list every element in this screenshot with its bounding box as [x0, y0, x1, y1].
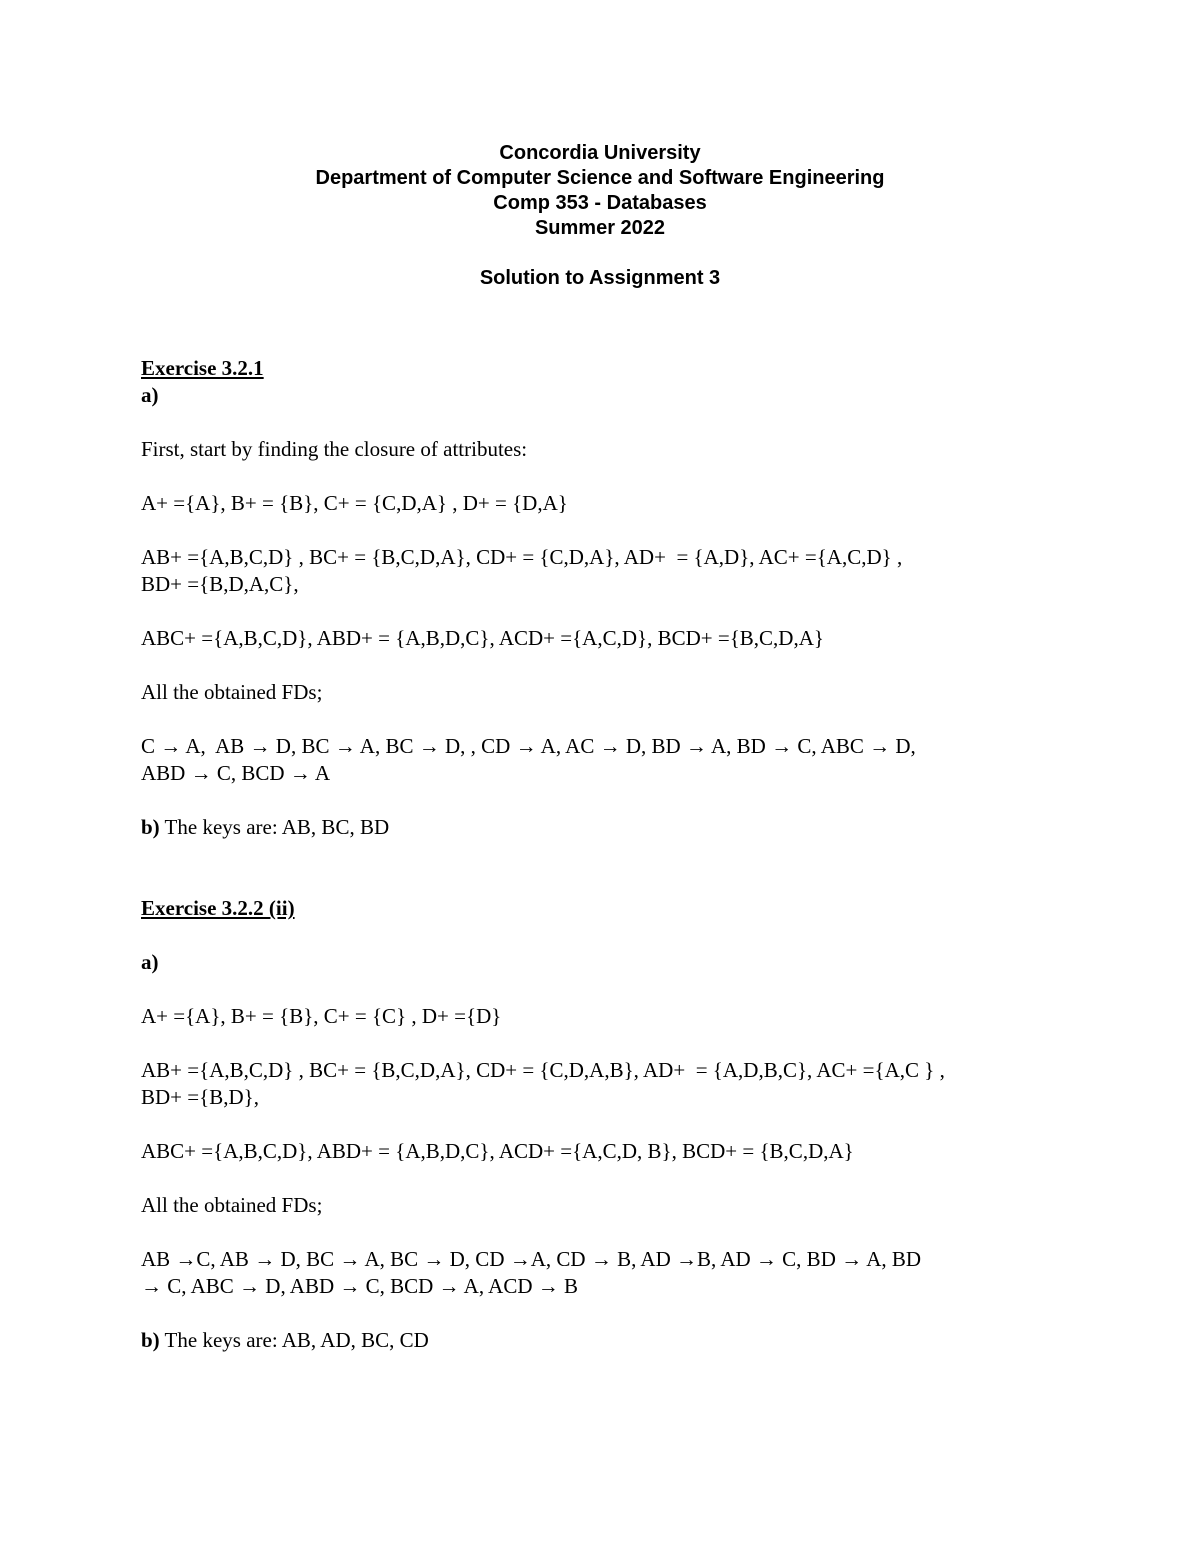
fds-line: ABD → C, BCD → A: [141, 761, 331, 785]
term: Summer 2022: [534, 217, 666, 239]
intro-text: First, start by finding the closure of attributes:: [141, 437, 528, 461]
closure-line: BD+ ={B,D},: [141, 1085, 259, 1109]
document-body: [141, 355, 1071, 1354]
fds-line: → C, ABC → D, ABD → C, BCD → A, ACD → B: [141, 1274, 579, 1298]
fds-line: C → A, AB → D, BC → A, BC → D, , CD → A, AC → D, BD → A, BD → C, ABC → D,: [141, 734, 916, 758]
department-name: Department of Computer Science and Software Engineering: [315, 167, 885, 189]
course-name: Comp 353 - Databases: [493, 192, 707, 214]
closure-line: ABC+ ={A,B,C,D}, ABD+ = {A,B,D,C}, ACD+ ={A,C,D}, BCD+ ={B,C,D,A}: [141, 626, 824, 650]
keys-text: The keys are: AB, AD, BC, CD: [159, 1328, 429, 1352]
closure-line: AB+ ={A,B,C,D} , BC+ = {B,C,D,A}, CD+ = {C,D,A}, AD+ = {A,D}, AC+ ={A,C,D} ,: [141, 545, 903, 569]
part-label: a): [141, 950, 159, 974]
exercise-heading: Exercise 3.2.2 (ii): [141, 896, 295, 920]
closure-line: BD+ ={B,D,A,C},: [141, 572, 299, 596]
closure-line: AB+ ={A,B,C,D} , BC+ = {B,C,D,A}, CD+ = {C,D,A,B}, AD+ = {A,D,B,C}, AC+ ={A,C } ,: [141, 1058, 945, 1082]
document-title: Solution to Assignment 3: [479, 267, 721, 289]
keys-line: [141, 814, 1071, 841]
closure-line: A+ ={A}, B+ = {B}, C+ = {C,D,A} , D+ = {D,A}: [141, 491, 568, 515]
closure-line: ABC+ ={A,B,C,D}, ABD+ = {A,B,D,C}, ACD+ ={A,C,D, B}, BCD+ = {B,C,D,A}: [141, 1139, 854, 1163]
keys-line: [141, 1327, 1071, 1354]
part-label: b): [141, 815, 160, 839]
closure-line: A+ ={A}, B+ = {B}, C+ = {C} , D+ ={D}: [141, 1004, 502, 1028]
fds-label: All the obtained FDs;: [141, 680, 323, 704]
part-label: b): [141, 1328, 160, 1352]
part-label: a): [141, 383, 159, 407]
fds-line: AB →C, AB → D, BC → A, BC → D, CD →A, CD → B, AD →B, AD → C, BD → A, BD: [141, 1247, 922, 1271]
university-name: Concordia University: [499, 142, 701, 164]
keys-text: The keys are: AB, BC, BD: [159, 815, 390, 839]
fds-label: All the obtained FDs;: [141, 1193, 323, 1217]
exercise-heading: Exercise 3.2.1: [141, 356, 264, 380]
document-header: [0, 141, 1200, 291]
